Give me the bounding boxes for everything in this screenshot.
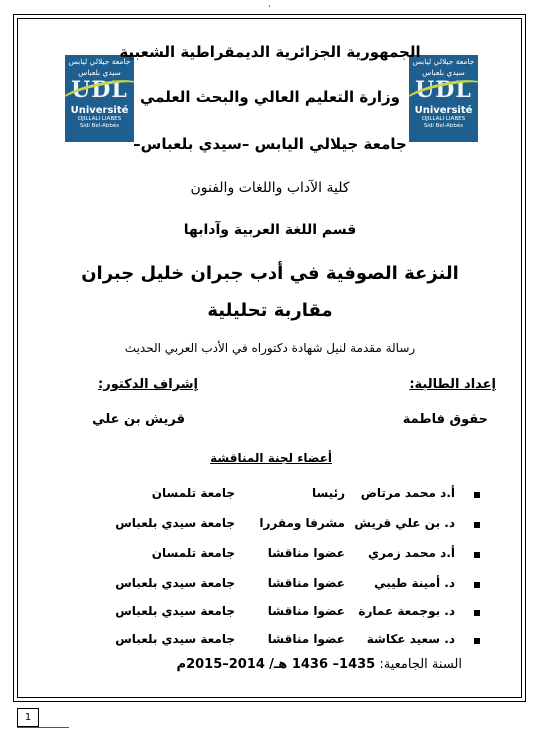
- bullet-icon: [474, 638, 480, 644]
- committee-member: [0, 516, 540, 536]
- member-name: د. بن علي قريش: [354, 516, 455, 530]
- committee-member: [0, 604, 540, 624]
- thesis-subtitle: مقاربة تحليلية: [207, 300, 333, 321]
- member-university: جامعة تلمسان: [151, 486, 235, 500]
- bullet-icon: [474, 492, 480, 498]
- member-role: عضوا مناقشا: [267, 604, 345, 618]
- footer-rule: [17, 727, 69, 728]
- academic-year-label: السنة الجامعية:: [379, 657, 462, 672]
- logo-arabic-line-1: جامعة جيلالي ليابس: [68, 57, 131, 66]
- member-university: جامعة سيدي بلعباس: [115, 632, 235, 646]
- logo-arabic-line-2: سيدي بلعباس: [422, 68, 465, 77]
- member-name: د. سعيد عكاشة: [366, 632, 455, 646]
- member-university: جامعة تلمسان: [151, 546, 235, 560]
- academic-year-hijri: 1435– 1436 هـ/: [269, 657, 376, 672]
- logo-arabic-line-2: سيدي بلعباس: [78, 68, 121, 77]
- logo-subtitle-2: Sidi Bel-Abbès: [79, 122, 120, 129]
- thesis-title: النزعة الصوفية في أدب جبران خليل جبران: [81, 263, 459, 284]
- member-name: د. بوجمعة عمارة: [358, 604, 455, 618]
- prepared-by-label: إعداد الطالبة:: [409, 377, 496, 392]
- logo-university-word: Université: [70, 105, 129, 116]
- bullet-icon: [474, 582, 480, 588]
- ministry-name: وزارة التعليم العالي والبحث العلمي: [139, 88, 401, 106]
- logo-subtitle-2: Sidi Bel-Abbès: [423, 122, 464, 129]
- member-role: عضوا مناقشا: [267, 546, 345, 560]
- member-university: جامعة سيدي بلعباس: [115, 604, 235, 618]
- member-name: أ.د محمد مرتاض: [360, 486, 455, 500]
- thesis-description: رسالة مقدمة لنيل شهادة دكتوراه في الأدب العربي الحديث: [124, 341, 416, 355]
- member-university: جامعة سيدي بلعباس: [115, 576, 235, 590]
- member-name: أ.د محمد زمري: [367, 546, 455, 560]
- logo-monogram: UDL: [71, 77, 128, 103]
- committee-heading: أعضاء لجنة المناقشة: [210, 451, 332, 465]
- logo-university-word: Université: [414, 105, 473, 116]
- member-university: جامعة سيدي بلعباس: [115, 516, 235, 530]
- logo-subtitle-1: DJILLALI LIABES: [421, 116, 466, 122]
- committee-member: [0, 576, 540, 596]
- faculty-name: كلية الآداب واللغات والفنون: [190, 180, 350, 196]
- republic-name: الجمهورية الجزائرية الديمقراطية الشعبية: [119, 43, 421, 61]
- academic-year-gregorian: 2014–2015م: [176, 657, 265, 672]
- top-mark: ·: [268, 2, 271, 12]
- logo-monogram: UDL: [415, 77, 472, 103]
- member-role: عضوا مناقشا: [267, 576, 345, 590]
- university-name: جامعة جيلالي اليابس –سيدي بلعباس–: [133, 135, 407, 153]
- bullet-icon: [474, 552, 480, 558]
- student-name: حقوق فاطمة: [402, 412, 488, 427]
- member-role: مشرفا ومقررا: [259, 516, 345, 530]
- department-name: قسم اللغة العربية وآدابها: [183, 222, 357, 238]
- member-name: د. أمينة طيبي: [374, 576, 455, 590]
- member-role: عضوا مناقشا: [267, 632, 345, 646]
- logo-subtitle-1: DJILLALI LIABES: [77, 116, 122, 122]
- committee-member: [0, 486, 540, 506]
- supervisor-label: إشراف الدكتور:: [98, 377, 198, 392]
- supervisor-name: قريش بن علي: [92, 412, 185, 427]
- committee-member: [0, 632, 540, 652]
- member-role: رئيسا: [311, 486, 345, 500]
- page-number: 1: [17, 708, 39, 727]
- logo-arabic-line-1: جامعة جيلالي ليابس: [412, 57, 475, 66]
- bullet-icon: [474, 522, 480, 528]
- committee-member: [0, 546, 540, 566]
- bullet-icon: [474, 610, 480, 616]
- academic-year: [177, 657, 462, 672]
